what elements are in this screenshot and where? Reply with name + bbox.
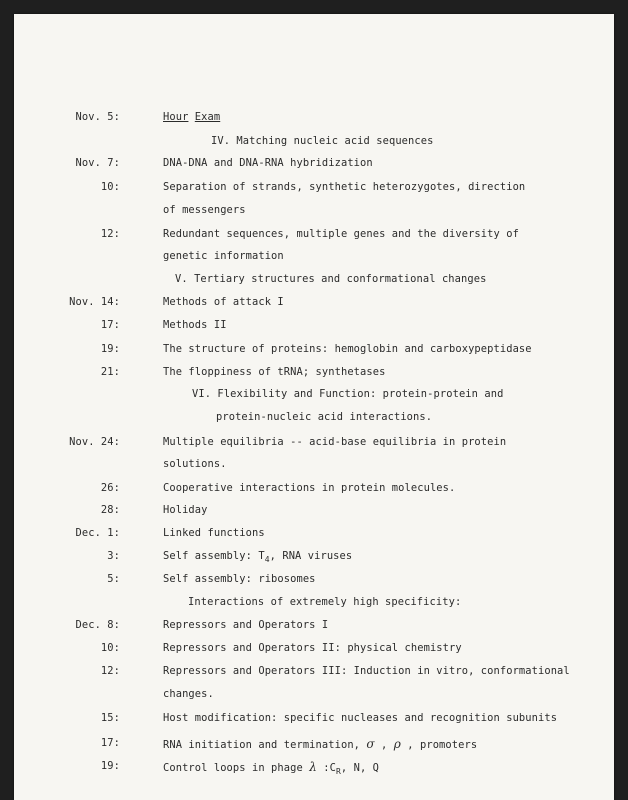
date-label: Nov. 24: [69,436,120,448]
entry-text: Self assembly: ribosomes [163,573,316,585]
entry-text-continued: of messengers [163,204,246,216]
entry-text: Separation of strands, synthetic heterozygotes, direction [163,181,526,193]
entry-text: The structure of proteins: hemoglobin and carboxypeptidase [163,343,532,355]
entry-text-part: :C [316,762,336,774]
entry-text-part: Control loops in phage [163,762,310,774]
entry-text: Host modification: specific nucleases and recognition subunits [163,712,558,724]
section-heading-continued: protein-nucleic acid interactions. [216,411,433,423]
entry-text: Multiple equilibria -- acid-base equilibria in protein [163,436,507,448]
entry-text-part: Self assembly: T [163,550,265,562]
entry-text-part: , [374,739,394,751]
date-label: 12: [100,665,120,677]
date-label: 28: [100,504,120,516]
entry-text: Methods II [163,319,227,331]
date-label: 3: [107,550,120,562]
entry-text-part: , N, Q [340,762,380,774]
entry-text: Linked functions [163,527,265,539]
entry-text: Repressors and Operators III: Induction in vitro, conformational [163,665,570,677]
entry-text: Cooperative interactions in protein molecules. [163,482,456,494]
entry-text-continued: genetic information [163,250,284,262]
entry-text [163,737,477,751]
hour-text: Hour [163,111,189,123]
entry-text [163,111,220,123]
date-label: Dec. 8: [75,619,120,631]
section-heading: IV. Matching nucleic acid sequences [211,135,434,147]
entry-text [163,760,379,776]
entry-text [163,550,352,564]
entry-text-part: RNA initiation and termination, [163,739,367,751]
date-label: 19: [100,760,120,772]
date-label: Nov. 5: [75,111,120,123]
date-label: 10: [100,181,120,193]
date-label: 15: [100,712,120,724]
entry-text-part: , promoters [400,739,478,751]
entry-text: Repressors and Operators II: physical chemistry [163,642,462,654]
section-heading: VI. Flexibility and Function: protein-protein and [192,388,504,400]
date-label: 17: [100,737,120,749]
entry-text: DNA-DNA and DNA-RNA hybridization [163,157,373,169]
document-page [14,14,614,800]
entry-text: Methods of attack I [163,296,284,308]
entry-text: Repressors and Operators I [163,619,329,631]
date-label: 21: [100,366,120,378]
date-label: 5: [107,573,120,585]
section-heading: Interactions of extremely high specificity: [188,596,462,608]
subscript: R [335,767,341,776]
section-heading: V. Tertiary structures and conformational changes [175,273,487,285]
date-label: Nov. 14: [69,296,120,308]
entry-text-continued: solutions. [163,458,227,470]
entry-text: The floppiness of tRNA; synthetases [163,366,386,378]
entry-text: Redundant sequences, multiple genes and the diversity of [163,228,519,240]
entry-text-continued: changes. [163,688,214,700]
sigma-symbol: σ [366,737,375,751]
date-label: Nov. 7: [75,157,120,169]
date-label: 26: [100,482,120,494]
subscript: 4 [264,555,270,564]
date-label: 10: [100,642,120,654]
date-label: 17: [100,319,120,331]
date-label: Dec. 1: [75,527,120,539]
entry-text-part: , RNA viruses [269,550,353,562]
entry-text: Holiday [163,504,208,516]
date-label: 19: [100,343,120,355]
rho-symbol: ρ [393,737,401,751]
date-label: 12: [100,228,120,240]
exam-text: Exam [194,111,221,123]
lambda-symbol: λ [309,760,317,774]
